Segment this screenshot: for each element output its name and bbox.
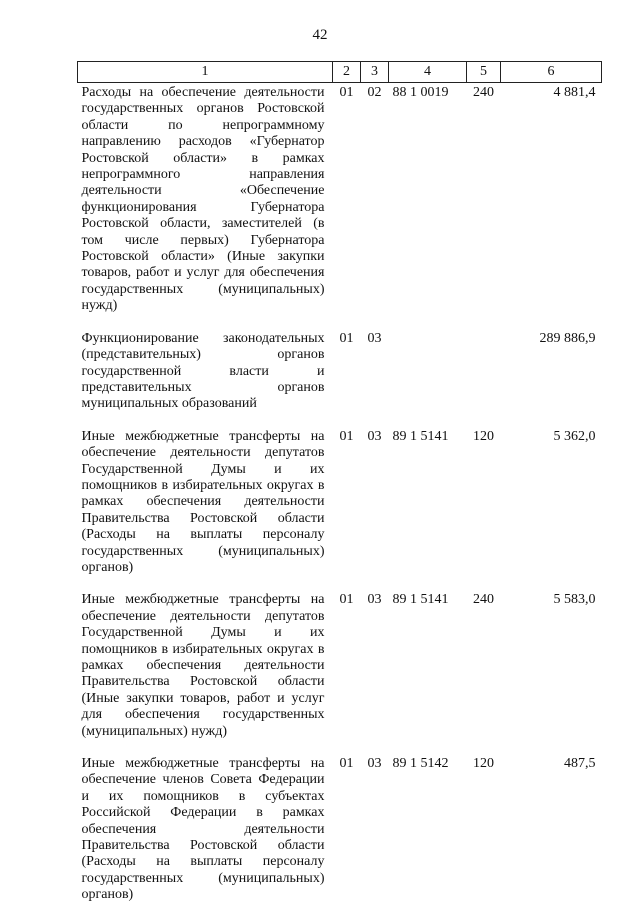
table-row [78, 329, 602, 427]
row-amount: 4 881,4 [553, 85, 596, 100]
budget-table [77, 61, 602, 918]
row-amount: 289 886,9 [539, 330, 596, 346]
row-target-article [389, 329, 467, 427]
row-amount: 5 362,0 [553, 428, 596, 444]
table-row [78, 83, 602, 329]
row-target-article: 89 1 5142 [392, 756, 449, 772]
row-subsection-code: 03 [367, 592, 382, 608]
row-amount: 5 583,0 [553, 592, 596, 608]
row-target-article: 89 1 5141 [392, 428, 449, 444]
row-subsection-code: 03 [367, 330, 382, 346]
row-target-article: 89 1 5141 [392, 592, 449, 608]
row-expense-type [467, 329, 501, 427]
row-description: Иные межбюджетные трансферты на обеспечение деятельности депутатов Государственной Думы и их помощников в избирательных округах в рамках обеспечения деятельности Правительства Ростовской области (Иные закупки товаров, работ и услуг для обеспечения государственных (муниципальных) нужд) [81, 592, 325, 739]
row-expense-type: 240 [473, 592, 494, 608]
column-header-6: 6 [501, 62, 602, 83]
row-description: Иные межбюджетные трансферты на обеспечение деятельности депутатов Государственной Думы и их помощников в избирательных округах в рамках обеспечения деятельности Правительства Ростовской области (Расходы на выплаты персоналу государственных (муниципальных) органов) [81, 428, 325, 575]
row-section-code: 01 [339, 428, 354, 444]
column-header-3: 3 [361, 62, 389, 83]
row-description: Расходы на обеспечение деятельности государственных органов Ростовской области по непрограммному направлению расходов «Губернатор Ростовской области» в рамках непрограммного направления деятельности «Обеспечение функционирования Губернатора Ростовской области, заместителей (в том числе первых) Губернатора Ростовской области» (Иные закупки товаров, работ и услуг для обеспечения государственных (муниципальных) нужд) [81, 85, 325, 314]
table-header-row [78, 62, 602, 83]
row-expense-type: 120 [473, 756, 494, 772]
column-header-4: 4 [389, 62, 467, 83]
row-section-code: 01 [339, 85, 354, 100]
row-expense-type: 120 [473, 428, 494, 444]
column-header-5: 5 [467, 62, 501, 83]
column-header-1: 1 [78, 62, 333, 83]
table-row [78, 754, 602, 918]
table-row [78, 427, 602, 591]
row-subsection-code: 02 [367, 85, 382, 100]
row-description: Иные межбюджетные трансферты на обеспечение членов Совета Федерации и их помощников в субъектах Российской Федерации в рамках обеспечения деятельности Правительства Ростовской области (Расходы на выплаты персоналу государственных (муниципальных) органов) [81, 756, 325, 903]
row-subsection-code: 03 [367, 756, 382, 772]
column-header-2: 2 [333, 62, 361, 83]
row-section-code: 01 [339, 756, 354, 772]
row-expense-type: 240 [473, 85, 494, 100]
row-subsection-code: 03 [367, 428, 382, 444]
row-target-article: 88 1 0019 [392, 85, 449, 100]
row-description: Функционирование законодательных (представительных) органов государственной власти и представительных органов муниципальных образований [81, 330, 325, 412]
table-row [78, 590, 602, 754]
row-section-code: 01 [339, 592, 354, 608]
page-number: 42 [312, 27, 328, 43]
row-section-code: 01 [339, 330, 354, 346]
row-amount: 487,5 [564, 756, 596, 772]
